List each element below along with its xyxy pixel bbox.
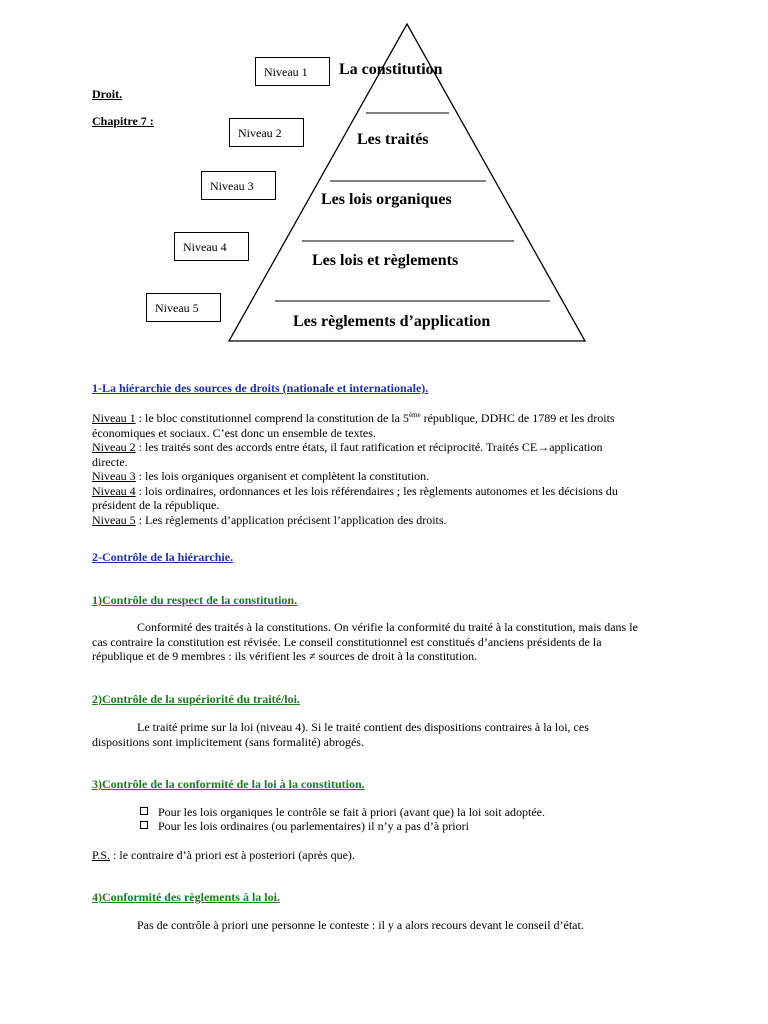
level-5-text: Les règlements d’application xyxy=(293,313,491,330)
subsection-2-line-2: dispositions sont implicitement (sans formalité) abrogés. xyxy=(92,734,364,749)
niveau-3-box xyxy=(201,171,276,200)
bullet-item: Pour les lois ordinaires (ou parlementaires) il n’y a pas d’à priori xyxy=(140,819,469,834)
niveau-5-box xyxy=(146,293,221,322)
subsection-2-body xyxy=(92,720,692,749)
section-1-body xyxy=(92,408,692,527)
niveau-4-line-1: Niveau 4 : lois ordinaires, ordonnances et les lois référendaires ; les règlements autonomes et les décisions du xyxy=(92,483,618,498)
niveau-2-line-1: Niveau 2 : les traités sont des accords entre états, il faut ratification et réciprocité. Traités CE→application xyxy=(92,440,603,454)
subsection-1-line-1: Conformité des traités à la constitutions. On vérifie la conformité du traité à la constitution, mais dans le xyxy=(137,620,638,634)
niveau-2-label: Niveau 2 xyxy=(238,126,282,140)
ps-note: P.S. : le contraire d’à priori est à posteriori (après que). xyxy=(92,848,355,862)
subsection-3-title: 3)Contrôle de la conformité de la loi à la constitution. xyxy=(92,777,365,791)
subsection-2-title: 2)Contrôle de la supériorité du traité/loi. xyxy=(92,692,300,706)
chapter-title: Chapitre 7 : xyxy=(92,114,154,128)
pyramid-diagram xyxy=(0,0,768,360)
niveau-3-line-1: Niveau 3 : les lois organiques organisent et complètent la constitution. xyxy=(92,469,430,483)
level-1-text: La constitution xyxy=(339,61,443,78)
checkbox-bullet-icon xyxy=(140,821,148,829)
niveau-5-line-1: Niveau 5 : Les règlements d’application précisent l’application des droits. xyxy=(92,512,447,527)
bullet-item: Pour les lois organiques le contrôle se fait à priori (avant que) la loi soit adoptée. xyxy=(140,805,545,820)
checkbox-bullet-icon xyxy=(140,807,148,815)
niveau-2-box xyxy=(229,118,304,147)
level-2-text: Les traités xyxy=(357,131,429,148)
subsection-2-line-1: Le traité prime sur la loi (niveau 4). Si le traité contient des dispositions contraires à la loi, ces xyxy=(137,720,589,734)
section-1-title: 1-La hiérarchie des sources de droits (nationale et internationale). xyxy=(92,381,429,395)
subsection-1-line-2: cas contraire la constitution est révisée. Le conseil constitutionnel est constitués d’anciens présidents de la xyxy=(92,634,602,649)
subsection-1-body xyxy=(92,620,692,664)
subsection-4-body: Pas de contrôle à priori une personne le conteste : il y a alors recours devant le conseil d’état. xyxy=(137,918,584,932)
niveau-1-box xyxy=(255,57,330,86)
subsection-1-title: 1)Contrôle du respect de la constitution. xyxy=(92,593,298,607)
niveau-3-label: Niveau 3 xyxy=(210,179,254,193)
niveau-4-box xyxy=(174,232,249,261)
niveau-1-line-2: économiques et sociaux. C’est donc un ensemble de textes. xyxy=(92,425,376,440)
level-3-text: Les lois organiques xyxy=(321,191,452,208)
niveau-4-line-2: président de la république. xyxy=(92,498,220,512)
niveau-2-line-2: directe. xyxy=(92,454,128,469)
section-2-title: 2-Contrôle de la hiérarchie. xyxy=(92,550,234,564)
subsection-1-line-3: république et de 9 membres : ils vérifient les ≠ sources de droit à la constitution. xyxy=(92,649,478,663)
niveau-4-label: Niveau 4 xyxy=(183,240,227,254)
niveau-5-label: Niveau 5 xyxy=(155,301,199,315)
subsection-4-title: 4)Conformité des règlements à la loi. xyxy=(92,890,280,904)
niveau-1-label: Niveau 1 xyxy=(264,65,308,79)
level-4-text: Les lois et règlements xyxy=(312,252,459,269)
niveau-1-line-1: Niveau 1 : le bloc constitutionnel comprend la constitution de la 5ème république, DDHC de 1789 et les droits xyxy=(92,411,615,425)
course-title: Droit. xyxy=(92,87,123,101)
